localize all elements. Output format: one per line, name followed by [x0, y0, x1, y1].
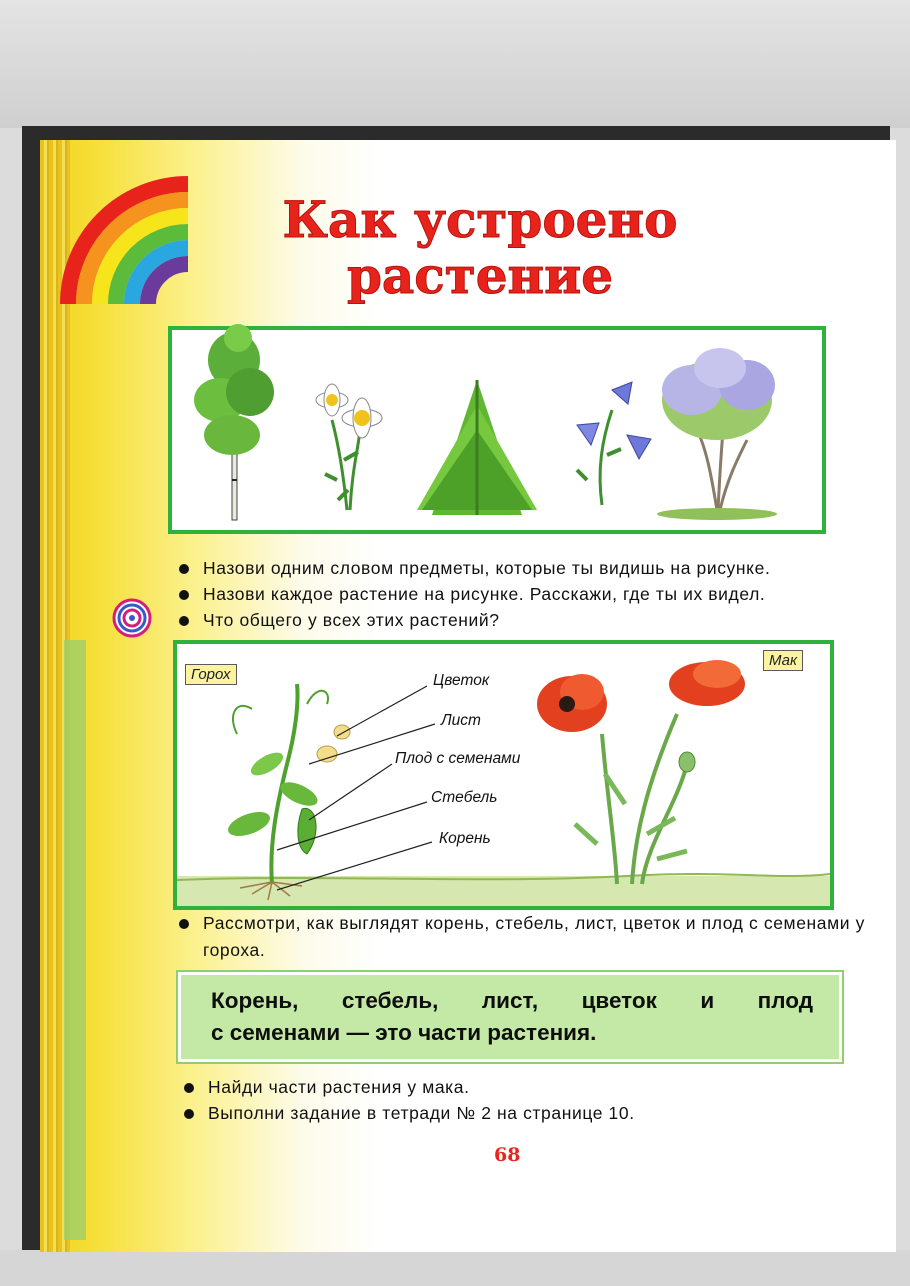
scan-background-bottom: [0, 1250, 910, 1286]
rule-text-line-2: [211, 1017, 813, 1049]
plants-illustration: [172, 330, 822, 530]
pea-plant-picture: [225, 684, 350, 900]
part-label-leaf: Лист: [441, 712, 481, 729]
page-number: 68: [494, 1144, 521, 1166]
part-label-fruit-with-seeds: Плод с семенами: [395, 750, 521, 767]
fir-sapling-picture: [417, 380, 537, 515]
plant-parts-illustration: [177, 644, 830, 906]
rainbow-decoration: [48, 140, 208, 304]
questions-list: [175, 555, 855, 633]
page-title-line-2: растение: [346, 246, 614, 305]
part-label-root: Корень: [439, 830, 491, 847]
rule-box: [178, 972, 842, 1062]
textbook-page: [40, 140, 896, 1252]
plant-parts-frame: [173, 640, 834, 910]
poppy-plant-picture: [537, 660, 745, 884]
final-task-item: Выполни задание в тетради № 2 на странице 10.: [180, 1100, 860, 1126]
page-title: [220, 192, 740, 304]
part-label-flower: Цветок: [433, 672, 490, 689]
question-item: Назови каждое растение на рисунке. Расскажи, где ты их видел.: [175, 581, 855, 607]
question-item: Назови одним словом предметы, которые ты видишь на рисунке.: [175, 555, 855, 581]
birch-tree-picture: [194, 324, 274, 520]
bellflower-picture: [577, 382, 651, 505]
task-list: [175, 910, 865, 964]
final-tasks-list: [180, 1074, 860, 1126]
rule-line-2: с семенами — это части растения.: [211, 1020, 597, 1045]
part-label-stem: Стебель: [431, 789, 498, 806]
poppy-label: Мак: [763, 650, 803, 671]
pea-label: Горох: [185, 664, 237, 685]
task-item: Рассмотри, как выглядят корень, стебель, лист, цветок и плод с семенами у гороха.: [175, 910, 865, 964]
question-item: Что общего у всех этих растений?: [175, 607, 855, 633]
daisy-picture: [316, 384, 382, 510]
final-task-item: Найди части растения у мака.: [180, 1074, 860, 1100]
plants-illustration-frame: [168, 326, 826, 534]
scan-background-top: [0, 0, 910, 128]
rule-text: [211, 985, 813, 1017]
page-title-line-1: Как устроено: [282, 190, 678, 249]
rule-line-1: Корень, стебель, лист, цветок и плод: [211, 988, 813, 1013]
page-edge-green-strip: [64, 640, 86, 1240]
lilac-bush-picture: [657, 348, 777, 520]
spiral-icon: [112, 598, 152, 638]
